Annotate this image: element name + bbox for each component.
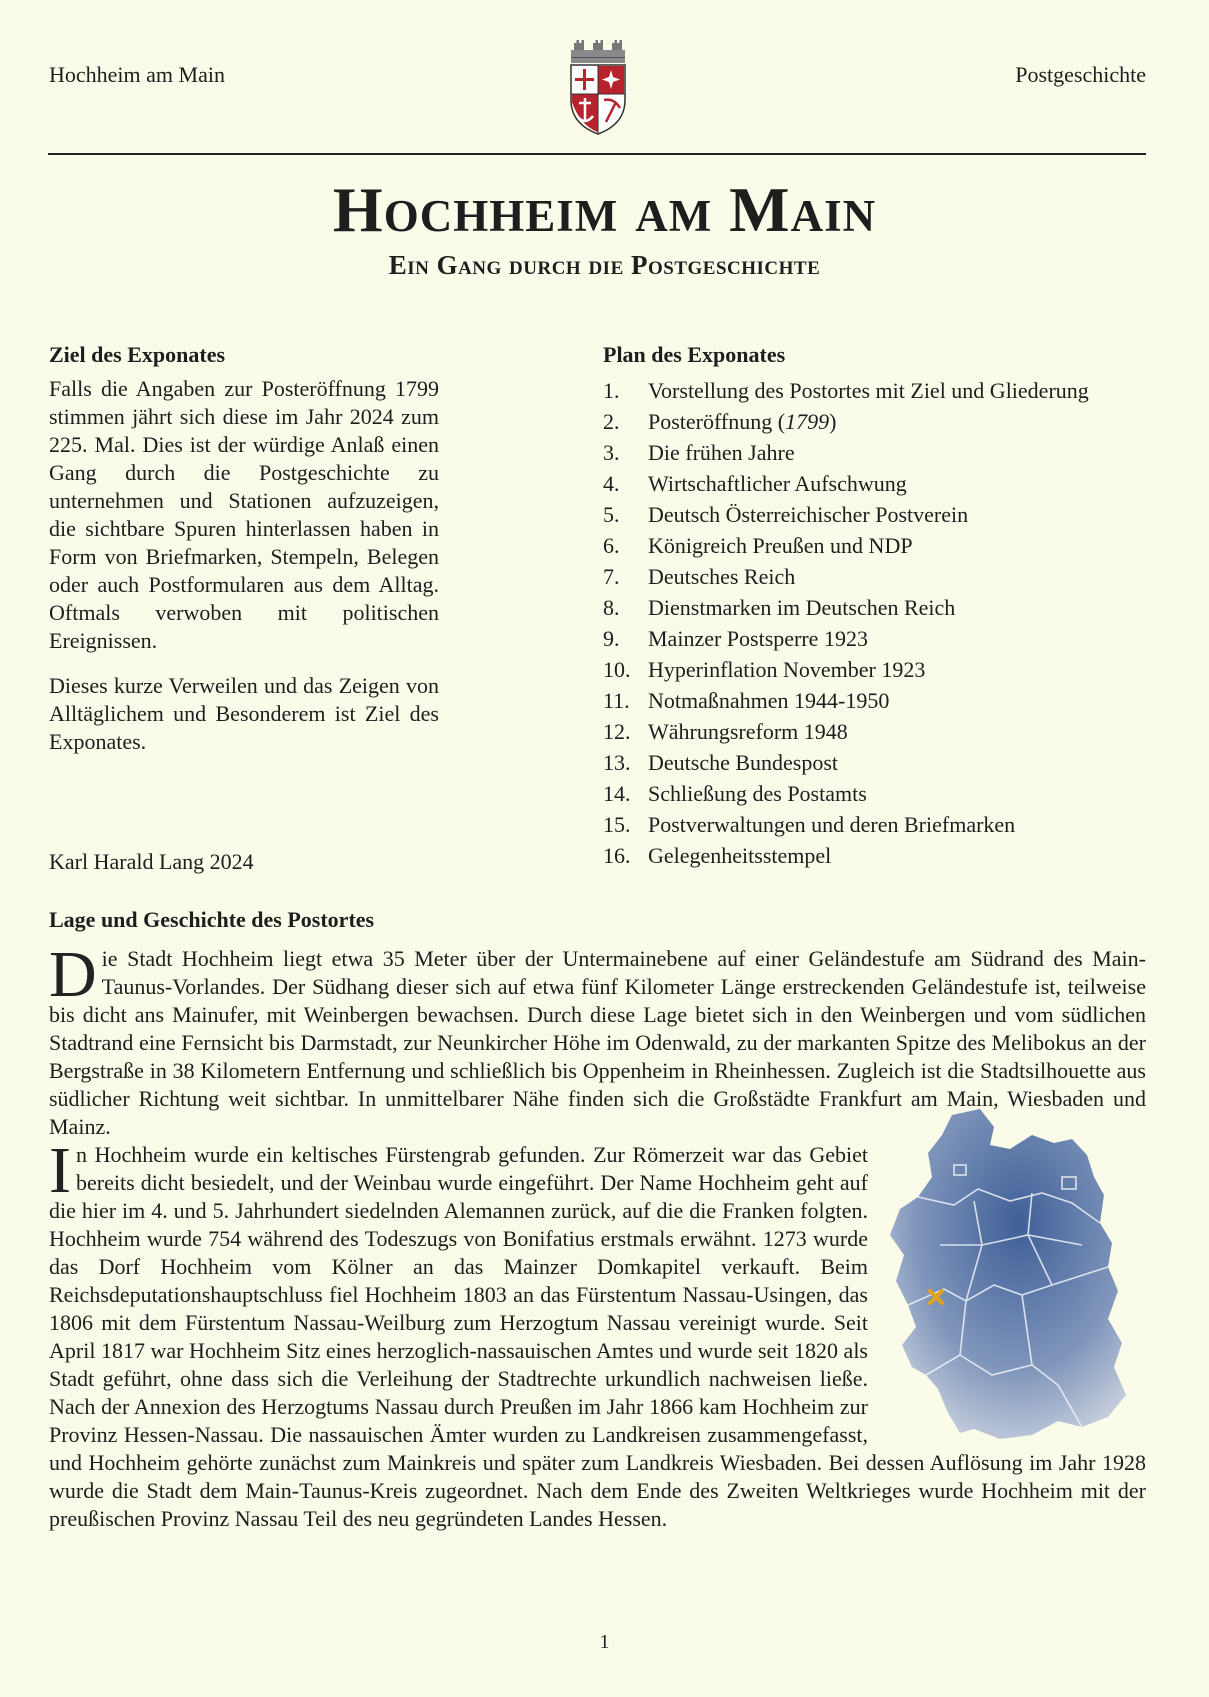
plan-item: 9. Mainzer Postsperre 1923 xyxy=(603,626,868,651)
plan-item: 5. Deutsch Österreichischer Postverein xyxy=(603,502,969,527)
plan-item: 13. Deutsche Bundespost xyxy=(603,750,839,775)
plan-heading: Plan des Exponates xyxy=(603,342,786,367)
plan-item: 12. Währungsreform 1948 xyxy=(603,719,848,744)
plan-item: 11. Notmaßnahmen 1944-1950 xyxy=(603,688,890,713)
plan-item: 8. Dienstmarken im Deutschen Reich xyxy=(603,595,956,620)
header-right: Postgeschichte xyxy=(1015,62,1146,87)
map-figure xyxy=(882,1105,1152,1445)
plan-item: 1. Vorstellung des Postortes mit Ziel und Gliederung xyxy=(603,378,1089,403)
header-rule xyxy=(48,153,1146,155)
header-left: Hochheim am Main xyxy=(49,62,225,87)
location-text xyxy=(49,938,1146,1595)
page-subtitle: Ein Gang durch die Postgeschichte xyxy=(388,250,821,280)
plan-item: 15. Postverwaltungen und deren Briefmarken xyxy=(603,812,1016,837)
page-number: 1 xyxy=(599,1631,610,1653)
location-paragraph-2: In Hochheim wurde ein keltisches Fürstengrab gefunden. Zur Römerzeit war das Gebiet bereits dicht besiedelt, und der Weinbau wurde eingeführt. Der Name Hochheim geht auf die hier im 4. und 5. Jahrhundert siedelnden Alemannen zurück, auf die die Franken folgten. Hochheim wurde 754 während des Todeszugs von Bonifatius erstmals erwähnt. 1273 wurde das Dorf Hochheim vom Kölner an das Mainzer Domkapitel verkauft. Beim Reichsdeputationshauptschluss fiel Hochheim 1803 an das Fürstentum Nassau-Usingen, das 1806 mit dem Fürstentum Nassau-Weilburg zum Herzogtum Nassau vereinigt wurde. Seit April 1817 war Hochheim Sitz eines herzoglich-nassauischen Amtes und wurde seit 1820 als Stadt geführt, ohne dass sich die Verleihung der Stadtrechte urkundlich nachweisen ließe. Nach der Annexion des Herzogtums Nassau durch Preußen im Jahr 1866 kam Hochheim zur Provinz Hessen-Nassau. Die nassauischen Ämter wurden zu Landkreisen zusammengefasst, und Hochheim gehörte zunächst zum Mainkreis und später zum Landkreis Wiesbaden. Bei dessen Auflösung im Jahr 1928 wurde die Stadt dem Main-Taunus-Kreis zugeordnet. Nach dem Ende des Zweiten Weltkrieges wurde Hochheim mit der preußischen Provinz Nassau Teil des neu gegründeten Landes Hessen. xyxy=(49,1134,1146,1531)
goal-text xyxy=(49,375,439,773)
coat-of-arms-icon xyxy=(566,38,630,136)
location-paragraph-1: Die Stadt Hochheim liegt etwa 35 Meter über der Untermainebene auf einer Geländestufe am Südrand des Main-Taunus-Vorlandes. Der Südhang dieser sich auf etwa fünf Kilometer Länge erstreckenden Geländestufe ist, teilweise bis dicht ans Mainufer, mit Weinbergen bewachsen. Durch diese Lage bietet sich in den Weinbergen und vom südlichen Stadtrand eine Fernsicht bis Darmstadt, zur Neunkircher Höhe im Odenwald, zu der markanten Spitze des Melibokus an der Bergstraße in 38 Kilometern Entfernung und schließlich bis Oppenheim in Rheinhessen. Zugleich ist die Stadtsilhouette aus südlicher Richtung weit sichtbar. In unmittelbarer Nähe finden sich die Großstädte Frankfurt am Main, Wiesbaden und Mainz. xyxy=(49,938,1146,1139)
location-heading: Lage und Geschichte des Postortes xyxy=(49,907,375,932)
drop-cap: D xyxy=(49,938,97,1011)
plan-item: 7. Deutsches Reich xyxy=(603,564,796,589)
page-title: Hochheim am Main xyxy=(332,174,877,245)
drop-cap: I xyxy=(49,1134,71,1207)
plan-item: 14. Schließung des Postamts xyxy=(603,781,867,806)
goal-heading: Ziel des Exponates xyxy=(49,342,226,367)
author-line: Karl Harald Lang 2024 xyxy=(49,849,254,874)
goal-paragraph-2: Dieses kurze Verweilen und das Zeigen von Alltäglichem und Besonderem ist Ziel des Exponates. xyxy=(49,673,439,754)
plan-item: 3. Die frühen Jahre xyxy=(603,440,795,465)
germany-map-icon xyxy=(882,1105,1152,1445)
plan-item: 4. Wirtschaftlicher Aufschwung xyxy=(603,471,907,496)
plan-list xyxy=(603,375,1089,871)
plan-item: 6. Königreich Preußen und NDP xyxy=(603,533,913,558)
goal-paragraph-1: Falls die Angaben zur Posteröffnung 1799 stimmen jährt sich diese im Jahr 2024 zum 225. Mal. Dies ist der würdige Anlaß einen Gang durch die Postgeschichte zu unternehmen und Stationen aufzuzeigen, die sichtbare Spuren hinterlassen haben in Form von Briefmarken, Stempeln, Belegen oder auch Postformularen aus dem Alltag. Oftmals verwoben mit politischen Ereignissen. xyxy=(49,376,439,653)
plan-item: 10. Hyperinflation November 1923 xyxy=(603,657,926,682)
plan-item: 2. Posteröffnung (1799) xyxy=(603,409,837,434)
plan-item: 16. Gelegenheitsstempel xyxy=(603,843,832,868)
